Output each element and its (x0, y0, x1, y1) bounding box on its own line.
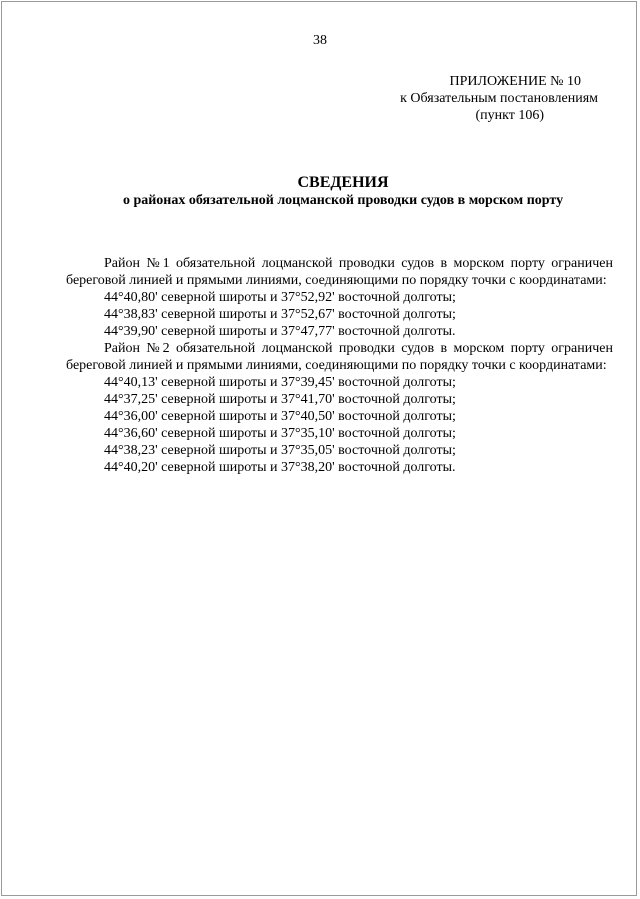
appendix-title: ПРИЛОЖЕНИЕ № 10 (449, 74, 581, 89)
district-intro: Район №1 обязательной лоцманской проводки судов в морском порту ограничен береговой линией и прямыми линиями, соединяющими по порядку точки с координатами: (66, 256, 613, 288)
coordinate-line: 44°36,60' северной широты и 37°35,10' восточной долготы; (104, 426, 456, 441)
appendix-item: (пункт 106) (475, 108, 544, 123)
coordinate-line: 44°39,90' северной широты и 37°47,77' восточной долготы. (104, 324, 456, 339)
district-section (66, 255, 613, 340)
document-subtitle: о районах обязательной лоцманской проводки судов в морском порту (122, 193, 564, 208)
district-section (66, 340, 613, 476)
document-body (66, 255, 613, 476)
appendix-block (338, 73, 598, 124)
coordinate-line: 44°40,13' северной широты и 37°39,45' восточной долготы; (104, 375, 456, 390)
appendix-reference: к Обязательным постановлениям (400, 91, 598, 106)
coordinate-line: 44°38,83' северной широты и 37°52,67' восточной долготы; (104, 307, 456, 322)
district-intro: Район №2 обязательной лоцманской проводки судов в морском порту ограничен береговой линией и прямыми линиями, соединяющими по порядку точки с координатами: (66, 341, 613, 373)
coordinate-line: 44°37,25' северной широты и 37°41,70' восточной долготы; (104, 392, 456, 407)
coordinate-line: 44°38,23' северной широты и 37°35,05' восточной долготы; (104, 443, 456, 458)
page-number: 38 (313, 33, 327, 48)
coordinate-line: 44°40,20' северной широты и 37°38,20' восточной долготы. (104, 460, 456, 475)
coordinate-line: 44°40,80' северной широты и 37°52,92' восточной долготы; (104, 290, 456, 305)
coordinate-line: 44°36,00' северной широты и 37°40,50' восточной долготы; (104, 409, 456, 424)
document-title: СВЕДЕНИЯ (297, 174, 389, 191)
